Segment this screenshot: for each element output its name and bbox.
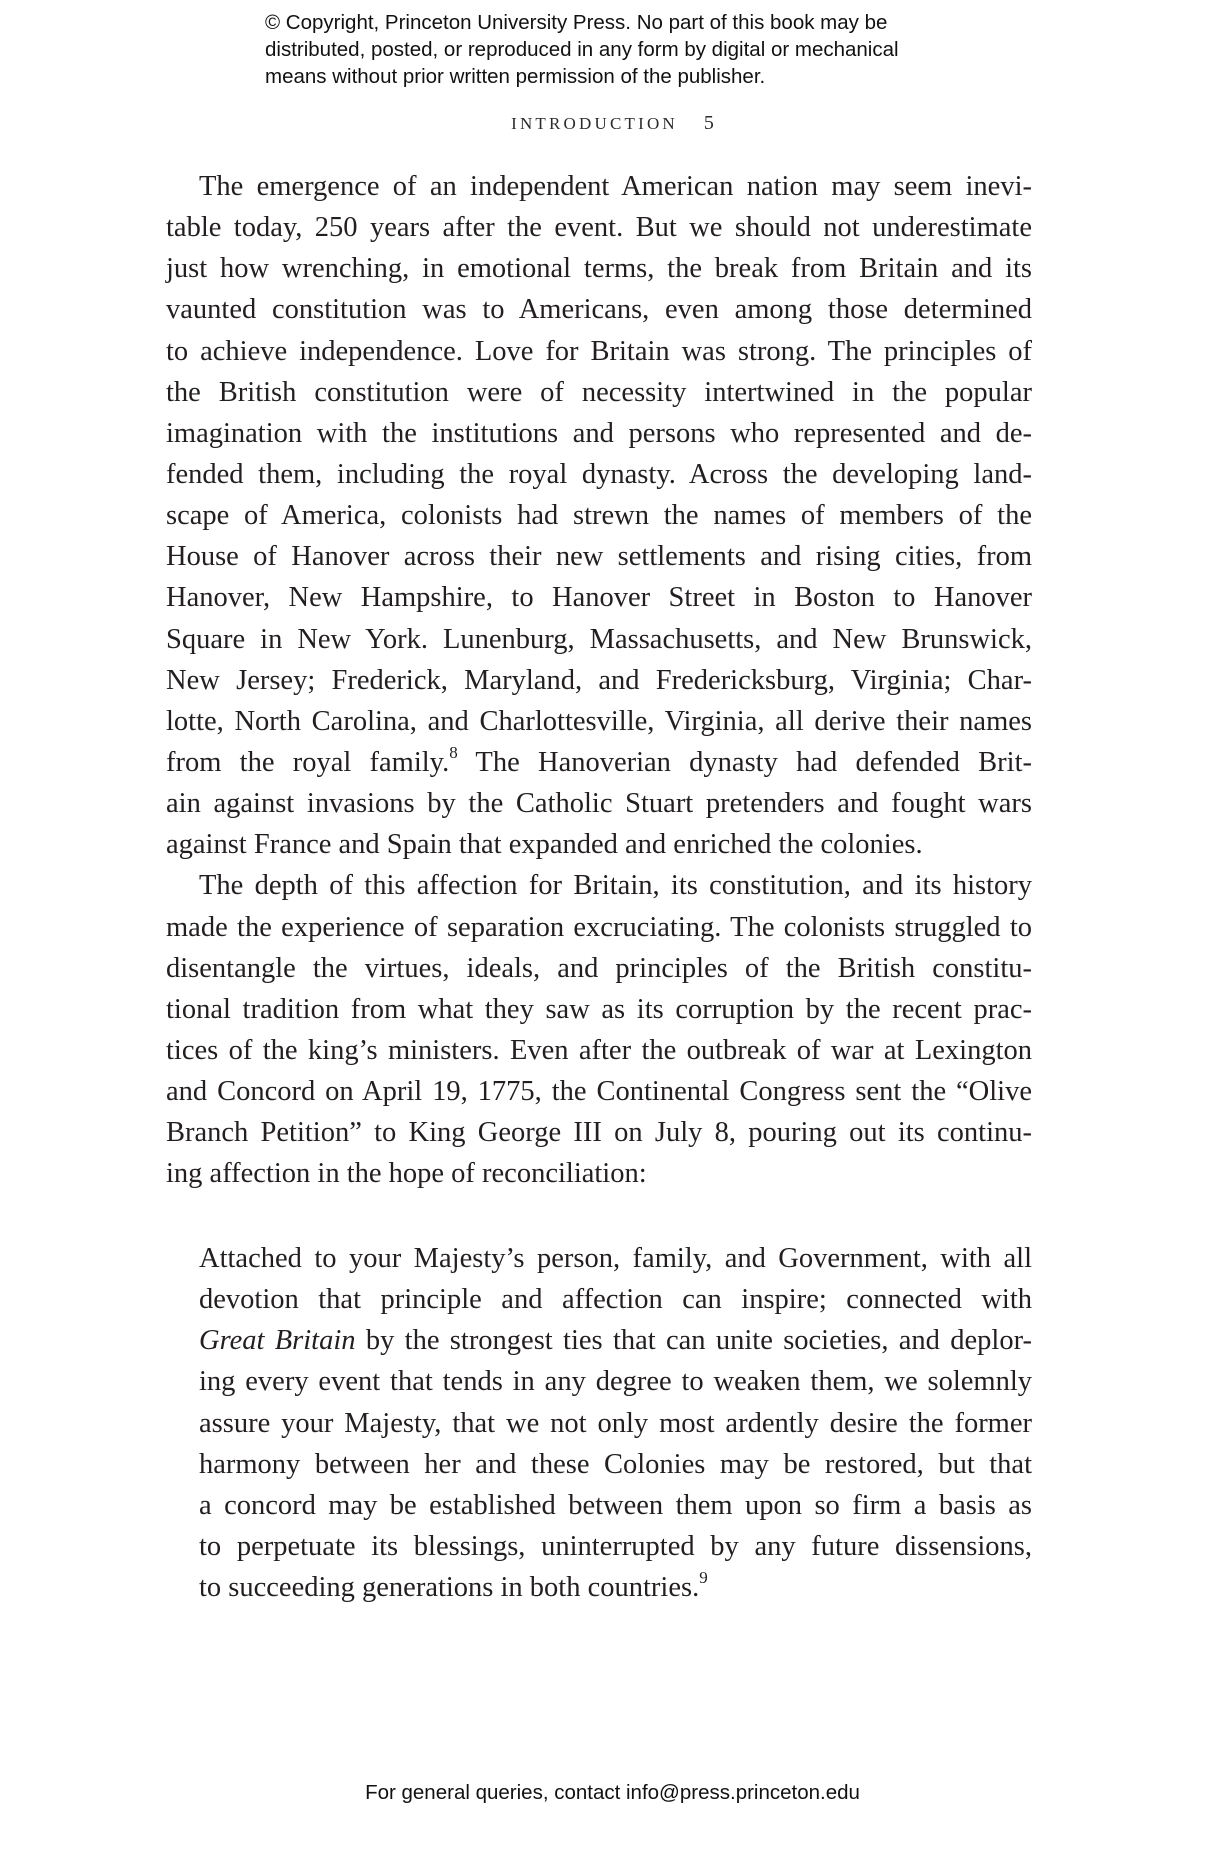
text-line: just how wrenching, in emotional terms, the break from Britain and its [166, 253, 1032, 285]
text-line: imagination with the institutions and persons who represented and de- [166, 417, 1032, 449]
italic-phrase: Great Britain [199, 1325, 356, 1357]
text-line: table today, 250 years after the event. But we should not underestimate [166, 212, 1032, 244]
text-segment: to succeeding generations in both countries. [199, 1572, 700, 1604]
footnote-reference[interactable]: 8 [449, 742, 458, 762]
text-line: fended them, including the royal dynasty. Across the developing land- [166, 458, 1032, 490]
block-quote [199, 1238, 1032, 1608]
text-line: scape of America, colonists had strewn the names of members of the [166, 500, 1032, 532]
text-line: against France and Spain that expanded and enriched the colonies. [166, 829, 923, 861]
quote-line: ing every event that tends in any degree to weaken them, we solemnly [199, 1366, 1032, 1398]
text-line: tional tradition from what they saw as its corruption by the recent prac- [166, 993, 1032, 1025]
copyright-notice [265, 9, 985, 90]
text-line: and Concord on April 19, 1775, the Continental Congress sent the “Olive [166, 1076, 1032, 1108]
text-line [166, 742, 1032, 783]
quote-line: assure your Majesty, that we not only most ardently desire the former [199, 1407, 1032, 1439]
text-line: ain against invasions by the Catholic Stuart pretenders and fought wars [166, 788, 1032, 820]
footer-contact: For general queries, contact info@press.princeton.edu [365, 1781, 860, 1804]
text-line: made the experience of separation excruciating. The colonists struggled to [166, 911, 1032, 943]
text-line: ing affection in the hope of reconciliation: [166, 1158, 647, 1190]
quote-line: to perpetuate its blessings, uninterrupted by any future dissensions, [199, 1530, 1032, 1562]
text-line: Square in New York. Lunenburg, Massachusetts, and New Brunswick, [166, 623, 1032, 655]
copyright-line: means without prior written permission of the publisher. [265, 65, 766, 88]
quote-line [199, 1320, 1032, 1361]
text-line: The depth of this affection for Britain, its constitution, and its history [199, 870, 1032, 902]
paragraph [166, 166, 1032, 865]
text-line: the British constitution were of necessity intertwined in the popular [166, 376, 1032, 408]
text-segment: The Hanoverian dynasty had defended Brit- [457, 746, 1033, 778]
text-line: House of Hanover across their new settlements and rising cities, from [166, 541, 1032, 573]
copyright-line: distributed, posted, or reproduced in any form by digital or mechanical [265, 38, 899, 61]
paragraph [166, 865, 1032, 1194]
chapter-title: INTRODUCTION [511, 114, 678, 133]
text-line: lotte, North Carolina, and Charlottesville, Virginia, all derive their names [166, 705, 1032, 737]
running-head [0, 112, 1225, 135]
text-line: disentangle the virtues, ideals, and principles of the British constitu- [166, 952, 1032, 984]
quote-line: Attached to your Majesty’s person, family, and Government, with all [199, 1243, 1032, 1274]
text-line: to achieve independence. Love for Britain was strong. The principles of [166, 335, 1032, 367]
page-number: 5 [703, 112, 714, 134]
text-line: tices of the king’s ministers. Even after the outbreak of war at Lexington [166, 1034, 1032, 1066]
body-text [166, 166, 1032, 1195]
text-segment: by the strongest ties that can unite societies, and deplor- [365, 1325, 1032, 1357]
quote-line: harmony between her and these Colonies may be restored, but that [199, 1448, 1032, 1480]
text-line: Hanover, New Hampshire, to Hanover Street in Boston to Hanover [166, 582, 1032, 614]
text-line: Branch Petition” to King George III on July 8, pouring out its continu- [166, 1117, 1032, 1149]
text-line: New Jersey; Frederick, Maryland, and Fredericksburg, Virginia; Char- [166, 664, 1032, 696]
footnote-reference[interactable]: 9 [699, 1568, 708, 1588]
quote-line: a concord may be established between them upon so firm a basis as [199, 1489, 1032, 1521]
text-segment: from the royal family. [166, 746, 450, 778]
quote-line: devotion that principle and affection can inspire; connected with [199, 1284, 1032, 1316]
quote-line [199, 1567, 1032, 1608]
text-line: vaunted constitution was to Americans, even among those determined [166, 294, 1032, 326]
text-line: The emergence of an independent American nation may seem inevi- [199, 171, 1032, 202]
copyright-line: © Copyright, Princeton University Press. No part of this book may be [265, 11, 888, 34]
